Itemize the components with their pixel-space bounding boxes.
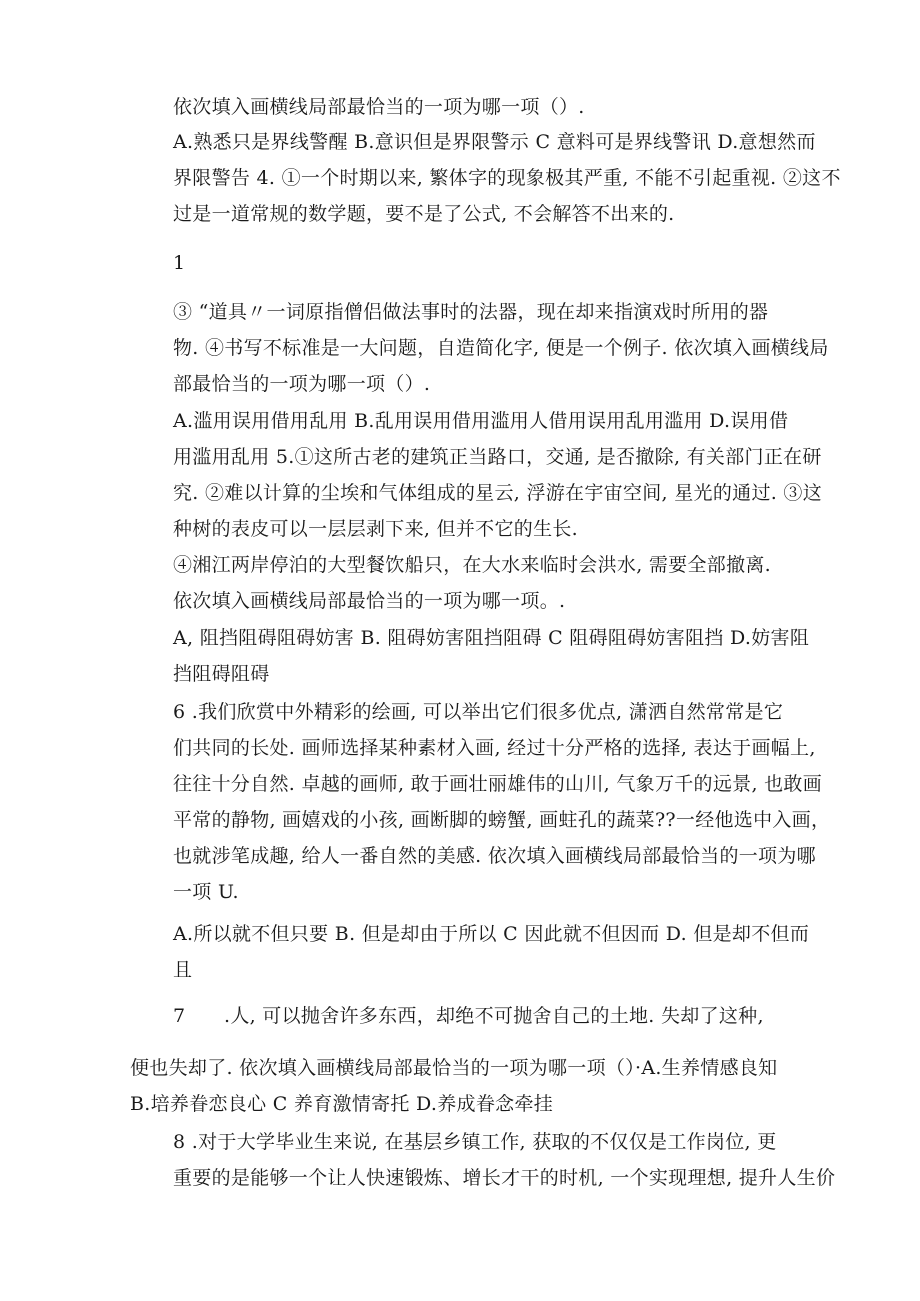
paragraph-q4-continued xyxy=(130,294,829,402)
text-line: 往往十分自然. 卓越的画师, 敢于画壮丽雄伟的山川, 气象万千的远景, 也敢画 xyxy=(173,773,823,795)
text-line: 便也失却了. 依次填入画横线局部最恰当的一项为哪一项（）·A.生养情感良知 xyxy=(130,1057,778,1079)
text-line: 也就涉笔成趣, 给人一番自然的美感. 依次填入画横线局部最恰当的一项为哪 xyxy=(173,845,816,867)
text-line: 依次填入画横线局部最恰当的一项为哪一项。. xyxy=(173,590,566,612)
paragraph-q5-continued xyxy=(130,547,810,619)
paragraph-q5-options xyxy=(130,620,810,692)
paragraph-page-number xyxy=(130,245,810,281)
paragraph-q7 xyxy=(130,998,810,1034)
text-line: A.滥用误用借用乱用 B.乱用误用借用滥用人借用误用乱用滥用 D.误用借 xyxy=(173,410,789,432)
text-line: 界限警告 4. ①一个时期以来, 繁体字的现象极其严重, 不能不引起重视. ②这不 xyxy=(173,167,841,189)
paragraph-q4-options-q5 xyxy=(130,403,823,547)
paragraph-q3-options-q4 xyxy=(130,124,841,232)
text-line: B.培养眷恋良心 C 养育激情寄托 D.养成眷念牵挂 xyxy=(130,1093,554,1115)
text-line: ③ “道具〃一词原指僧侣做法事时的法器，现在却来指演戏时所用的器 xyxy=(173,301,769,323)
text-line: A.熟悉只是界线警醒 B.意识但是界限警示 C 意料可是界线警讯 D.意想然而 xyxy=(173,131,816,153)
text-line: 种树的表皮可以一层层剥下来, 但并不它的生长. xyxy=(173,518,579,540)
text-line: 依次填入画横线局部最恰当的一项为哪一项（）. xyxy=(173,96,585,118)
text-line: 8 .对于大学毕业生来说, 在基层乡镇工作, 获取的不仅仅是工作岗位, 更 xyxy=(173,1131,777,1153)
page-number: 1 xyxy=(173,252,186,274)
paragraph-q7-continued xyxy=(130,1050,810,1122)
text-line: 们共同的长处. 画师选择某种素材入画, 经过十分严格的选择, 表达于画幅上, xyxy=(173,737,816,759)
text-line: 物. ④书写不标准是一大问题，自造简化字, 便是一个例子. 依次填入画横线局 xyxy=(173,337,829,359)
text-line: 用滥用乱用 5.①这所古老的建筑正当路口，交通, 是否撤除, 有关部门正在研 xyxy=(173,446,822,468)
text-line: 平常的静物, 画嬉戏的小孩, 画断脚的螃蟹, 画蛀孔的蔬菜??一经他选中入画， xyxy=(173,809,831,831)
text-line: 且 xyxy=(173,959,193,981)
paragraph-question-intro xyxy=(130,89,810,125)
text-line: 过是一道常规的数学题，要不是了公式, 不会解答不出来的. xyxy=(173,203,675,225)
text-line: 一项 U. xyxy=(173,881,239,903)
text-line: 挡阻碍阻碍 xyxy=(173,663,270,685)
paragraph-q6-options xyxy=(130,916,810,988)
paragraph-q6 xyxy=(130,694,831,910)
text-line: 究. ②难以计算的尘埃和气体组成的星云, 浮游在宇宙空间, 星光的通过. ③这 xyxy=(173,482,823,504)
text-line: 部最恰当的一项为哪一项（）. xyxy=(173,373,431,395)
paragraph-q8 xyxy=(130,1124,836,1196)
text-line: 7 .人, 可以抛舍许多东西，却绝不可抛舍自己的土地. 失却了这种, xyxy=(173,1005,764,1027)
text-line: ④湘江两岸停泊的大型餐饮船只，在大水来临时会洪水, 需要全部撤离. xyxy=(173,554,772,576)
text-line: 重要的是能够一个让人快速锻炼、增长才干的时机, 一个实现理想, 提升人生价 xyxy=(173,1167,836,1189)
text-line: 6 .我们欣赏中外精彩的绘画, 可以举出它们很多优点, 潇洒自然常常是它 xyxy=(173,701,784,723)
text-line: A, 阻挡阻碍阻碍妨害 B. 阻碍妨害阻挡阻碍 C 阻碍阻碍妨害阻挡 D.妨害阻 xyxy=(173,627,810,649)
text-line: A.所以就不但只要 B. 但是却由于所以 C 因此就不但因而 D. 但是却不但而 xyxy=(173,923,810,945)
